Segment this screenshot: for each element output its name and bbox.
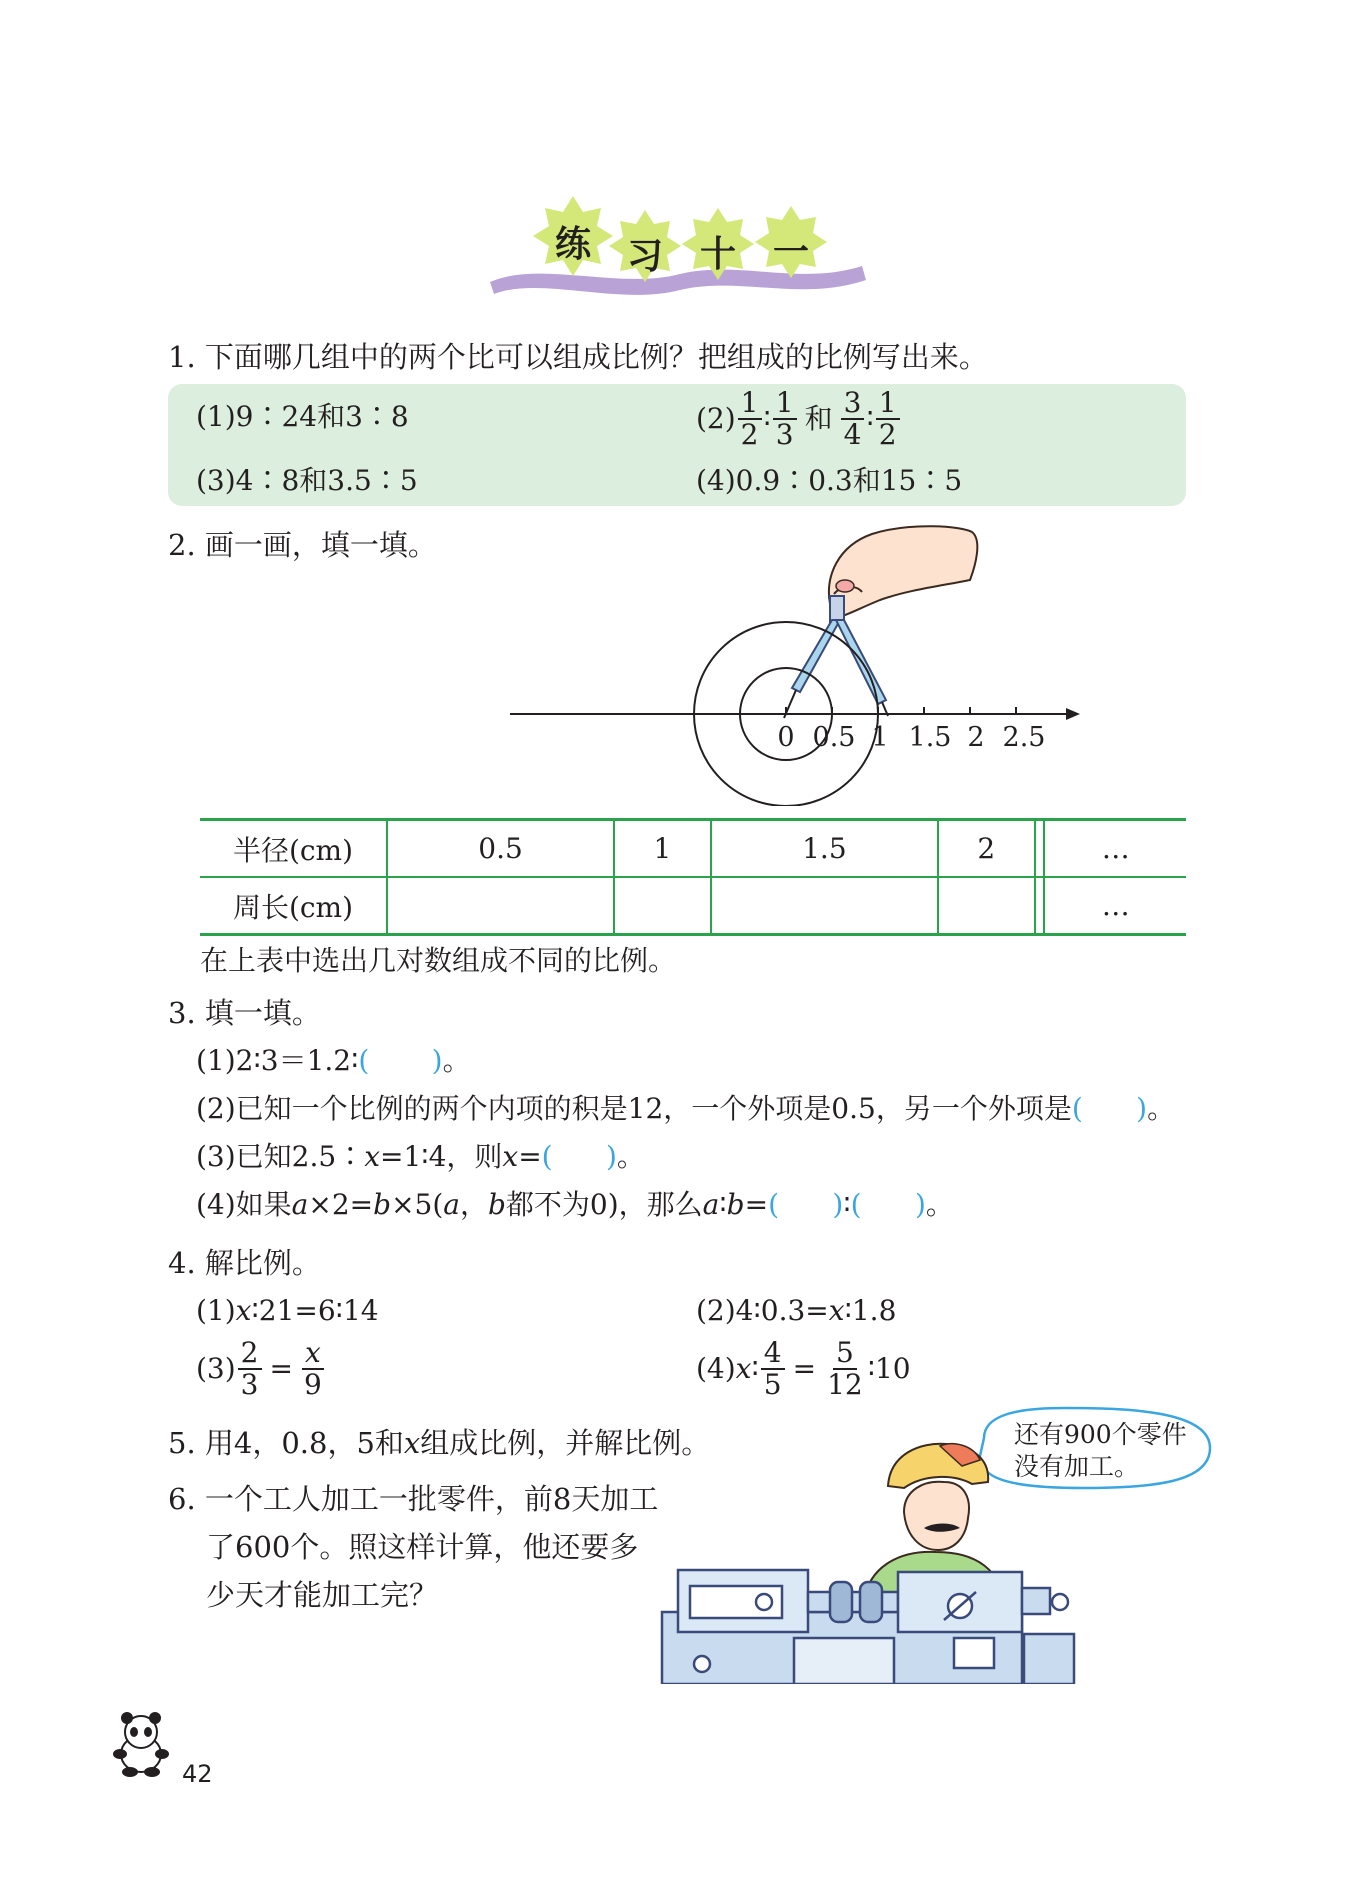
answer-blank[interactable]: ( ) bbox=[768, 1188, 844, 1221]
q1-item-4: (4)0.9∶0.3和15∶5 bbox=[696, 464, 963, 497]
fraction: $\frac{4}{5}$ bbox=[761, 1338, 785, 1400]
answer-blank[interactable]: ( ) bbox=[1071, 1092, 1148, 1125]
table-cell bbox=[938, 877, 1035, 935]
lathe-machine bbox=[662, 1570, 1074, 1684]
q1-prompt: 1. 下面哪几组中的两个比可以组成比例？把组成的比例写出来。 bbox=[168, 340, 988, 374]
ribbon-decoration bbox=[490, 266, 866, 295]
row-label-circumference: 周长(cm) bbox=[200, 877, 387, 935]
table-cell: 1 bbox=[614, 820, 711, 878]
title-char-3: 十 bbox=[700, 233, 737, 275]
row-label-radius: 半径(cm) bbox=[200, 820, 387, 878]
table-cell bbox=[1035, 820, 1045, 878]
speech-line-2: 没有加工。 bbox=[1014, 1452, 1140, 1481]
axis-arrow bbox=[1066, 708, 1080, 720]
answer-blank[interactable]: ( ) bbox=[541, 1140, 617, 1173]
q2-prompt: 2. 画一画，填一填。 bbox=[168, 528, 437, 562]
q2-note: 在上表中选出几对数组成不同的比例。 bbox=[200, 944, 677, 977]
q1-item-2-prefix: (2) bbox=[696, 402, 736, 435]
fraction: $\frac{2}{3}$ bbox=[238, 1338, 262, 1400]
q1-item-3: (3)4∶8和3.5∶5 bbox=[196, 464, 418, 497]
q6-line-3: 少天才能加工完？ bbox=[206, 1578, 439, 1612]
table-cell: … bbox=[1044, 877, 1186, 935]
q4-item-2: (2)4∶0.3=x∶1.8 bbox=[696, 1294, 897, 1327]
q6-line-1: 6. 一个工人加工一批零件，前8天加工 bbox=[168, 1482, 659, 1516]
fraction: $\frac{1}{2}$ bbox=[876, 388, 900, 450]
title-char-1: 练 bbox=[555, 223, 592, 265]
title-char-4: 一 bbox=[773, 231, 810, 273]
q3-item-4: (4)如果a×2=b×5(a，b都不为0)，那么a∶b=( )∶( )。 bbox=[196, 1188, 954, 1221]
header-banner bbox=[480, 190, 880, 310]
axis-ticks bbox=[786, 707, 1016, 714]
axis-label-2.5: 2.5 bbox=[1002, 722, 1046, 753]
q4-item-1: (1)x∶21=6∶14 bbox=[196, 1294, 379, 1327]
compass-diagram bbox=[500, 524, 1090, 806]
radius-circumference-table bbox=[200, 818, 1186, 936]
table-row bbox=[200, 820, 1186, 878]
panda-icon bbox=[108, 1708, 174, 1778]
q3-item-1: (1)2∶3＝1.2∶( )。 bbox=[196, 1044, 471, 1077]
q4-item-3: (3) $\frac{2}{3}$ = $\frac{x}{9}$ bbox=[196, 1338, 327, 1400]
q1-item-2: (2) $\frac{1}{2}$ ∶ $\frac{1}{3}$ 和 $\frac{3}{4}$ ∶ $\frac{1}{2}$ bbox=[696, 388, 902, 450]
table-cell: 1.5 bbox=[711, 820, 938, 878]
table-cell: 2 bbox=[938, 820, 1035, 878]
q3-prompt: 3. 填一填。 bbox=[168, 996, 321, 1030]
fraction: $\frac{5}{12}$ bbox=[827, 1336, 863, 1401]
fraction: $\frac{1}{2}$ bbox=[738, 388, 762, 450]
q6-line-2: 了600个。照这样计算，他还要多 bbox=[206, 1530, 639, 1564]
axis-label-0.5: 0.5 bbox=[812, 722, 856, 753]
speech-line-1: 还有900个零件 bbox=[1014, 1420, 1187, 1449]
axis-label-1: 1 bbox=[871, 722, 889, 753]
q5-prompt: 5. 用4，0.8，5和x组成比例，并解比例。 bbox=[168, 1426, 711, 1460]
q3-item-3: (3)已知2.5∶x=1∶4，则x=( )。 bbox=[196, 1140, 645, 1173]
answer-blank[interactable]: ( ) bbox=[358, 1044, 443, 1077]
q3-item-2: (2)已知一个比例的两个内项的积是12，一个外项是0.5，另一个外项是( )。 bbox=[196, 1092, 1176, 1125]
table-cell bbox=[1035, 877, 1045, 935]
q1-item-1: (1)9∶24和3∶8 bbox=[196, 400, 409, 433]
compass-icon bbox=[784, 596, 888, 718]
answer-blank[interactable]: ( ) bbox=[850, 1188, 926, 1221]
fraction: $\frac{1}{3}$ bbox=[773, 388, 797, 450]
table-cell: … bbox=[1044, 820, 1186, 878]
table-cell bbox=[711, 877, 938, 935]
q4-prompt: 4. 解比例。 bbox=[168, 1246, 321, 1280]
fraction: $\frac{x}{9}$ bbox=[303, 1336, 322, 1401]
axis-label-0: 0 bbox=[777, 722, 795, 753]
q4-item-4: (4) x ∶ $\frac{4}{5}$ = $\frac{5}{12}$ ∶10 bbox=[696, 1336, 911, 1401]
fraction: $\frac{3}{4}$ bbox=[841, 388, 865, 450]
hand-illustration bbox=[829, 526, 977, 618]
axis-label-2: 2 bbox=[967, 722, 985, 753]
table-row bbox=[200, 877, 1186, 935]
table-cell: 0.5 bbox=[387, 820, 614, 878]
q1-item-2-and: 和 bbox=[804, 402, 833, 435]
title-char-2: 习 bbox=[627, 235, 664, 277]
table-cell bbox=[387, 877, 614, 935]
page-number: 42 bbox=[182, 1760, 213, 1788]
axis-label-1.5: 1.5 bbox=[908, 722, 952, 753]
table-cell bbox=[614, 877, 711, 935]
